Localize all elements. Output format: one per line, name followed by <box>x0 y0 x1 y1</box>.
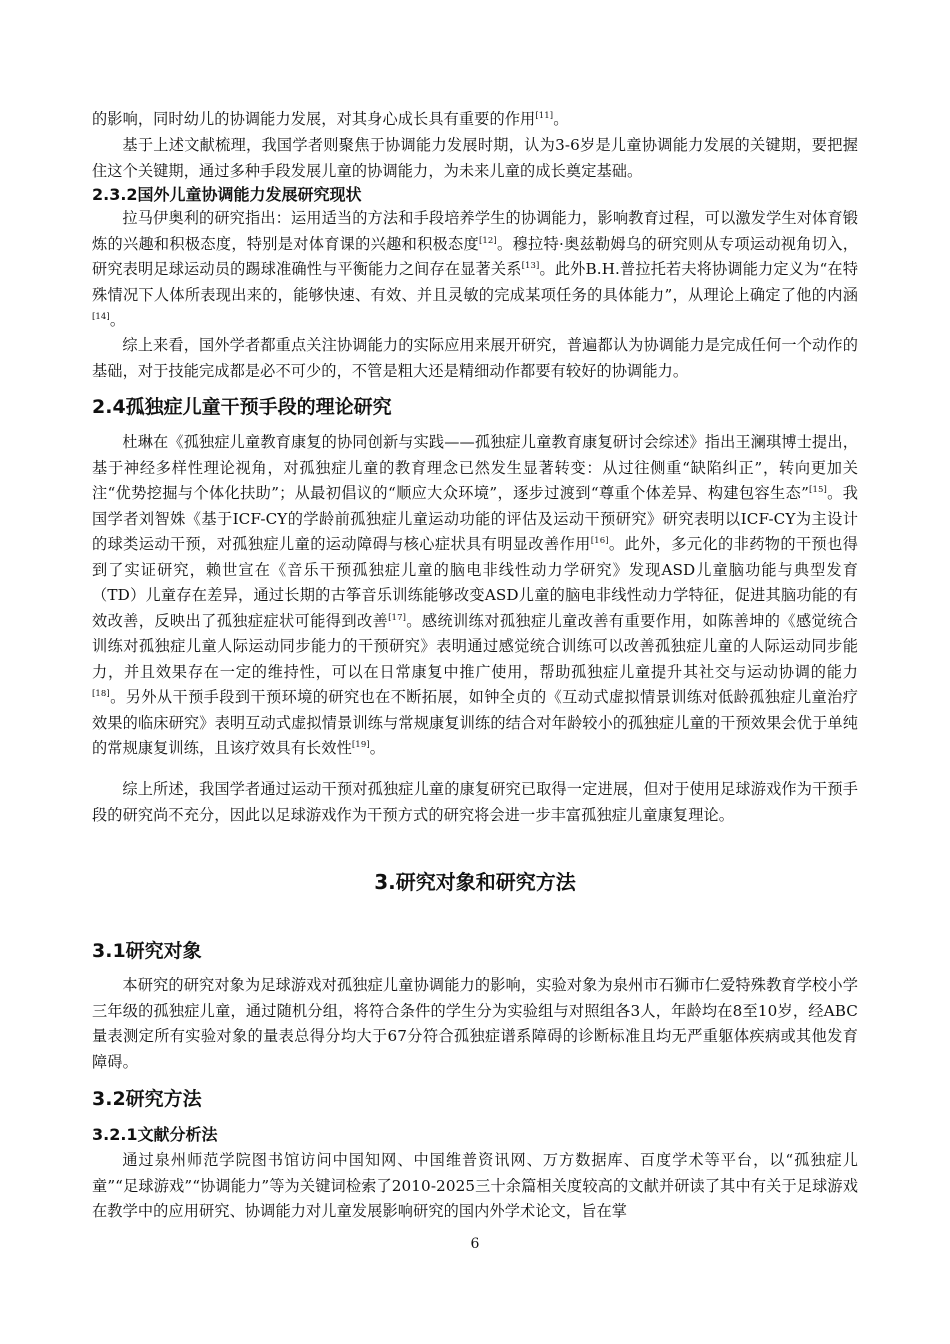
citation-18: [18] <box>92 689 110 699</box>
paragraph-intervention-research: 杜琳在《孤独症儿童教育康复的协同创新与实践——孤独症儿童教育康复研讨会综述》指出王澜琪博士提出，基于神经多样性理论视角，对孤独症儿童的教育理念已然发生显著转变：从过往侧重“缺陷纠正”，转向更加关注“优势挖掘与个体化扶助”；从最初倡议的“顺应大众环境”，逐步过渡到“尊重个体差异、构建包容生态”[15]。我国学者刘智姝《基于ICF-CY的学龄前孤独症儿童运动功能的评估及运动干预研究》研究表明以ICF-CY为主设计的球类运动干预，对孤独症儿童的运动障碍与核心症状具有明显改善作用[16]。此外，多元化的非药物的干预也得到了实证研究，赖世宣在《音乐干预孤独症儿童的脑电非线性动力学研究》发现ASD儿童脑功能与典型发育（TD）儿童存在差异，通过长期的古筝音乐训练能够改变ASD儿童的脑电非线性动力学特征，促进其脑功能的有效改善，反映出了孤独症症状可能得到改善[17]。感统训练对孤独症儿童改善有重要作用，如陈善坤的《感觉统合训练对孤独症儿童人际运动同步能力的干预研究》表明通过感觉统合训练可以改善孤独症儿童的人际运动同步能力，并且效果存在一定的维持性，可以在日常康复中推广使用，帮助孤独症儿童提升其社交与运动协调的能力[18]。另外从干预手段到干预环境的研究也在不断拓展，如钟全贞的《互动式虚拟情景训练对低龄孤独症儿童治疗效果的临床研究》表明互动式虚拟情景训练与常规康复训练的结合对年龄较小的孤独症儿童的干预效果会优于单纯的常规康复训练，且该疗效具有长效性[19]。 <box>92 433 859 757</box>
citation-15: [15] <box>809 485 827 495</box>
heading-3-2: 3.2研究方法 <box>92 1088 202 1110</box>
heading-3-1: 3.1研究对象 <box>92 940 202 962</box>
citation-11: [11] <box>535 111 554 121</box>
citation-16: [16] <box>590 536 609 546</box>
paragraph-continuation: 的影响，同时幼儿的协调能力发展，对其身心成长具有重要的作用[11]。 <box>92 110 569 128</box>
heading-2-3-2: 2.3.2国外儿童协调能力发展研究现状 <box>92 185 362 204</box>
heading-2-4: 2.4孤独症儿童干预手段的理论研究 <box>92 396 392 418</box>
paragraph-research-subject: 本研究的研究对象为足球游戏对孤独症儿童协调能力的影响，实验对象为泉州市石狮市仁爱特殊教育学校小学三年级的孤独症儿童，通过随机分组，将符合条件的学生分为实验组与对照组各3人，年龄均在8至10岁，经ABC量表测定所有实验对象的量表总得分均大于67分符合孤独症谱系障碍的诊断标准且均无严重躯体疾病或其他发育障碍。 <box>92 976 858 1071</box>
citation-14: [14] <box>92 312 110 322</box>
citation-17: [17] <box>388 612 406 623</box>
citation-19: [19] <box>351 740 370 750</box>
paragraph-literature-method: 通过泉州师范学院图书馆访问中国知网、中国维普资讯网、万方数据库、百度学术等平台，以“孤独症儿童”“足球游戏”“协调能力”等为关键词检索了2010-2025三十余篇相关度较高的文献并研读了其中有关于足球游戏在教学中的应用研究、协调能力对儿童发展影响研究的国内外学术论文，旨在掌 <box>92 1151 858 1220</box>
paragraph-domestic-summary: 基于上述文献梳理，我国学者则聚焦于协调能力发展时期，认为3-6岁是儿童协调能力发展的关键期，要把握住这个关键期，通过多种手段发展儿童的协调能力，为未来儿童的成长奠定基础。 <box>92 136 858 180</box>
paragraph-intervention-summary: 综上所述，我国学者通过运动干预对孤独症儿童的康复研究已取得一定进展，但对于使用足球游戏作为干预手段的研究尚不充分，因此以足球游戏作为干预方式的研究将会进一步丰富孤独症儿童康复理论。 <box>92 780 858 824</box>
heading-3-chapter: 3.研究对象和研究方法 <box>374 870 576 894</box>
paragraph-foreign-summary: 综上来看，国外学者都重点关注协调能力的实际应用来展开研究，普遍都认为协调能力是完成任何一个动作的基础，对于技能完成都是必不可少的，不管是粗大还是精细动作都要有较好的协调能力。 <box>92 336 858 380</box>
page-number: 6 <box>470 1236 480 1252</box>
citation-13: [13] <box>521 261 540 271</box>
paragraph-foreign-research: 拉马伊奥利的研究指出：运用适当的方法和手段培养学生的协调能力，影响教育过程，可以激发学生对体育锻炼的兴趣和积极态度，特别是对体育课的兴趣和积极态度[12]。穆拉特·奥兹勒姆乌的研究则从专项运动视角切入，研究表明足球运动员的踢球准确性与平衡能力之间存在显著关系[13]。此外B.H.普拉托若夫将协调能力定义为“在特殊情况下人体所表现出来的，能够快速、有效、并且灵敏的完成某项任务的具体能力”，从理论上确定了他的内涵[14]。 <box>92 209 859 329</box>
citation-12: [12] <box>479 235 497 246</box>
heading-3-2-1: 3.2.1文献分析法 <box>92 1125 218 1144</box>
